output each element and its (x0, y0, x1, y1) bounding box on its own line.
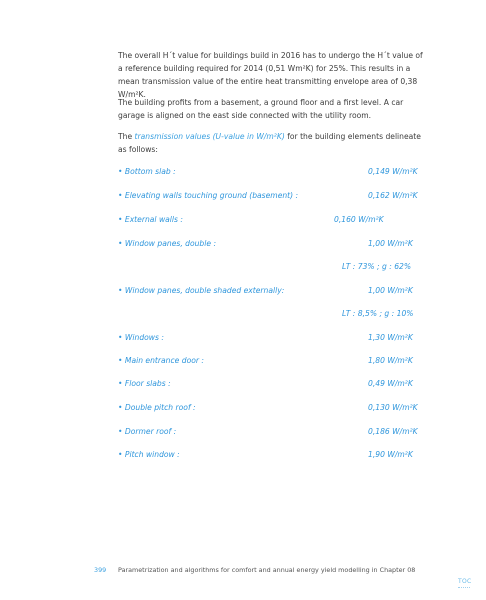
element-label: • Elevating walls touching ground (basement) : (118, 191, 299, 200)
element-label: • Window panes, double : (118, 239, 217, 248)
page-number: 399 (94, 566, 107, 574)
element-label: • Bottom slab : (118, 167, 176, 176)
building-description-paragraph: The building profits from a basement, a ground floor and a first level. A car garage is aligned on the east side connected with the utility room. (118, 98, 404, 120)
transmission-values-link[interactable]: transmission values (U-value in W/m²K) (134, 132, 285, 141)
element-row-window-panes-double-lt (118, 261, 428, 273)
element-row-windows (118, 332, 428, 344)
element-value: 0,162 W/m²K (368, 191, 418, 200)
element-label: • Pitch window : (118, 450, 180, 459)
element-row-window-panes-shaded (118, 285, 428, 297)
element-label: • External walls : (118, 215, 183, 224)
element-row-main-entrance-door (118, 355, 428, 367)
running-footer: Parametrization and algorithms for comfort and annual energy yield modelling in Chapter 08 (118, 566, 416, 574)
element-label: • Dormer roof : (118, 427, 177, 436)
element-row-window-panes-shaded-lt (118, 308, 428, 320)
element-row-pitch-window (118, 449, 428, 461)
element-value: 1,00 W/m²K (368, 239, 413, 248)
toc-underline (458, 587, 470, 588)
p3-lead: The (118, 132, 135, 141)
element-value: 0,186 W/m²K (368, 427, 418, 436)
element-label: • Main entrance door : (118, 356, 204, 365)
element-row-elevating-walls (118, 190, 428, 202)
element-row-dormer-roof (118, 426, 428, 438)
element-value: 0,49 W/m²K (368, 379, 413, 388)
transmission-values-paragraph (118, 130, 428, 156)
element-value: 1,80 W/m²K (368, 356, 413, 365)
element-label: • Double pitch roof : (118, 403, 196, 412)
element-value: 1,30 W/m²K (368, 333, 413, 342)
toc-link[interactable]: TOC (458, 578, 472, 585)
element-value: 0,130 W/m²K (368, 403, 418, 412)
element-row-window-panes-double (118, 238, 428, 250)
element-label: • Floor slabs : (118, 379, 171, 388)
element-value: 0,149 W/m²K (368, 167, 418, 176)
element-row-external-walls (118, 214, 428, 226)
element-row-floor-slabs (118, 378, 428, 390)
element-value: 1,90 W/m²K (368, 450, 413, 459)
element-row-double-pitch-roof (118, 402, 428, 414)
element-value: 0,160 W/m²K (334, 215, 384, 224)
element-value: LT : 73% ; g : 62% (342, 262, 412, 271)
element-label: • Window panes, double shaded externally: (118, 286, 285, 295)
element-value: 1,00 W/m²K (368, 286, 413, 295)
p3-tail: for the building elements delineate as follows: (118, 132, 421, 154)
intro-paragraph: The overall H´t value for buildings build in 2016 has to undergo the H´t value of a reference building required for 2014 (0,51 Wm²K) for 25%. This results in a mean transmission value of the entire heat transmitting envelope area of 0,38 W/m²K. (118, 51, 423, 99)
element-label: • Windows : (118, 333, 164, 342)
element-row-bottom-slab (118, 166, 428, 178)
element-value: LT : 8,5% ; g : 10% (342, 309, 414, 318)
